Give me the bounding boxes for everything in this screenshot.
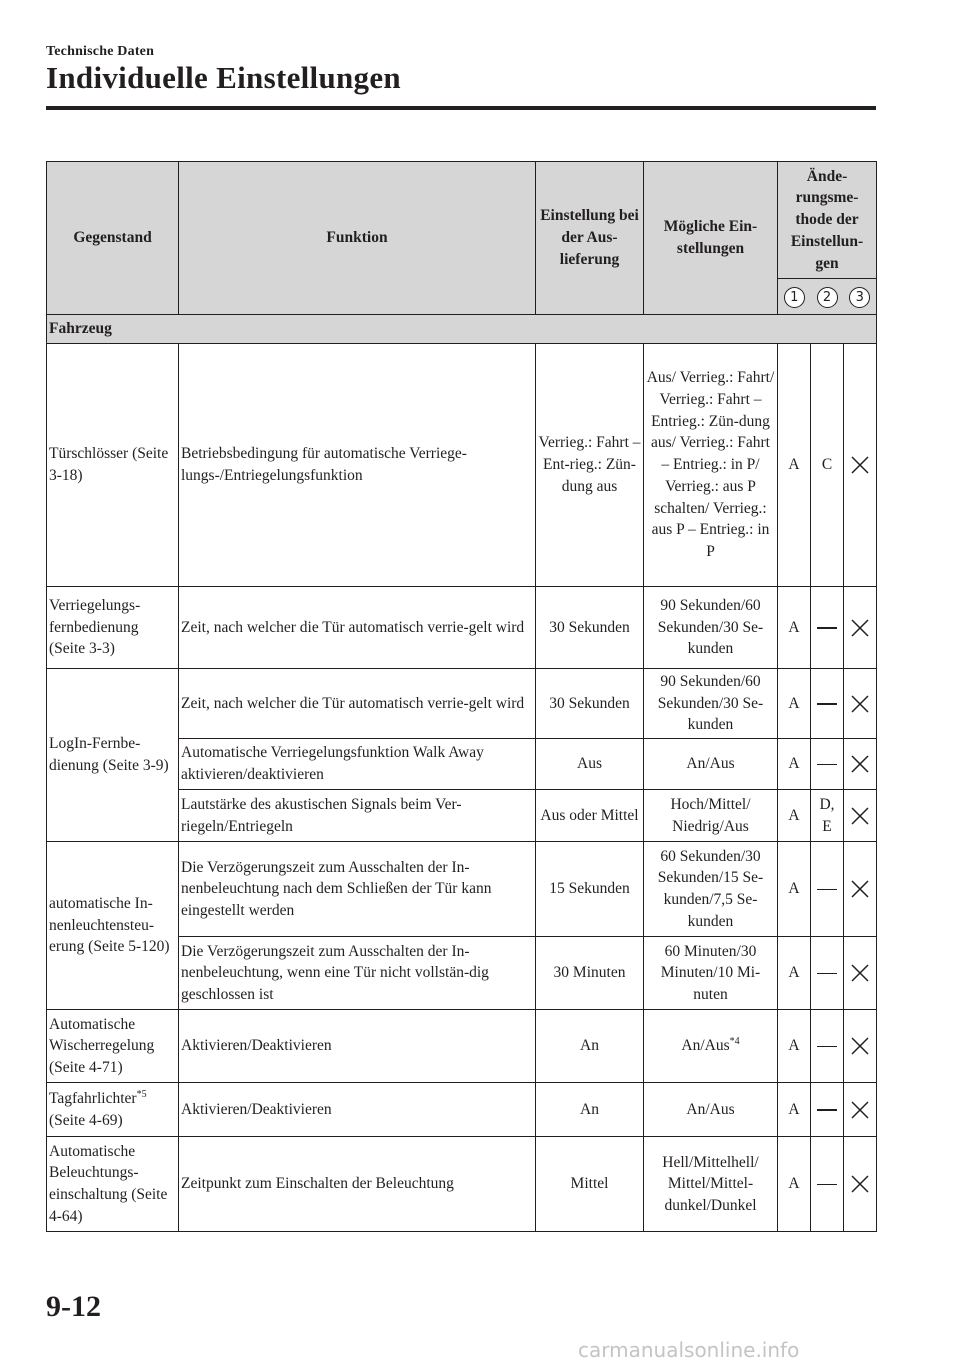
- subject-cell: Tagfahrlichter$^{*5}$ (Seite 4-69): [47, 1083, 179, 1137]
- method-1-cell: A: [778, 1083, 811, 1137]
- method-2-cell: [811, 1137, 844, 1232]
- options-cell: Hell/Mittelhell/ Mittel/Mittel-dunkel/Dunkel: [644, 1137, 778, 1232]
- function-cell: Die Verzögerungszeit zum Ausschalten der In-nenbeleuchtung nach dem Schließen der Tür kann eingestellt werden: [179, 842, 536, 937]
- dash-mark: [817, 764, 837, 766]
- function-cell: Zeit, nach welcher die Tür automatisch verrie-gelt wird: [179, 587, 536, 669]
- subject-cell: Automatische Wischerregelung (Seite 4-71): [47, 1010, 179, 1083]
- cross-icon: [849, 693, 871, 715]
- dash-mark: [817, 1046, 837, 1048]
- cross-icon: [849, 617, 871, 639]
- method-1-cell: A: [778, 790, 811, 842]
- cross-icon: [849, 454, 871, 476]
- options-cell: 60 Minuten/30 Minuten/10 Mi-nuten: [644, 937, 778, 1010]
- table-row: [47, 1010, 877, 1083]
- function-cell: Zeit, nach welcher die Tür automatisch verrie-gelt wird: [179, 669, 536, 739]
- factory-cell: 15 Sekunden: [536, 842, 644, 937]
- options-cell: Aus/ Verrieg.: Fahrt/ Verrieg.: Fahrt – Entrieg.: Zün-dung aus/ Verrieg.: Fahrt – Entrieg.: in P/ Verrieg.: aus P schalten/ Verrieg.: aus P – Entrieg.: in P: [644, 344, 778, 587]
- method-number-3: 3: [844, 279, 877, 315]
- cross-icon: [849, 1099, 871, 1121]
- options-cell: Hoch/Mittel/ Niedrig/Aus: [644, 790, 778, 842]
- group-row-vehicle: Fahrzeug: [47, 315, 877, 344]
- page-title: Individuelle Einstellungen: [46, 60, 401, 95]
- method-1-cell: A: [778, 937, 811, 1010]
- method-2-cell: [811, 937, 844, 1010]
- method-1-cell: A: [778, 587, 811, 669]
- dash-mark: [817, 1109, 837, 1111]
- method-2-cell: [811, 842, 844, 937]
- factory-cell: Verrieg.: Fahrt – Ent-rieg.: Zün-dung aus: [536, 344, 644, 587]
- watermark: carmanualsonline.info: [578, 1338, 800, 1362]
- factory-cell: 30 Minuten: [536, 937, 644, 1010]
- function-cell: Aktivieren/Deaktivieren: [179, 1083, 536, 1137]
- options-cell: 90 Sekunden/60 Sekunden/30 Se-kunden: [644, 587, 778, 669]
- subject-cell: LogIn-Fernbe-dienung (Seite 3-9): [47, 669, 179, 842]
- function-cell: Zeitpunkt zum Einschalten der Beleuchtung: [179, 1137, 536, 1232]
- method-number-2: 2: [811, 279, 844, 315]
- table-row: [47, 1137, 877, 1232]
- factory-cell: 30 Sekunden: [536, 669, 644, 739]
- method-2-cell: [811, 739, 844, 790]
- table-row: [47, 344, 877, 587]
- header-possible-settings: Mögliche Ein-stellungen: [644, 162, 778, 315]
- header-change-method: Ände-rungsme-thode der Einstellun-gen: [778, 162, 877, 279]
- table-row: [47, 669, 877, 739]
- method-3-cell: [844, 1083, 877, 1137]
- dash-mark: [817, 1184, 837, 1186]
- method-2-cell: [811, 669, 844, 739]
- factory-cell: Mittel: [536, 1137, 644, 1232]
- header-function: Funktion: [179, 162, 536, 315]
- cross-icon: [849, 962, 871, 984]
- method-1-cell: A: [778, 1010, 811, 1083]
- options-cell: An/Aus$^{*4}$: [644, 1010, 778, 1083]
- method-number-1: 1: [778, 279, 811, 315]
- options-cell: An/Aus: [644, 739, 778, 790]
- dash-mark: [817, 627, 837, 629]
- dash-mark: [817, 703, 837, 705]
- dash-mark: [817, 973, 837, 975]
- dash-mark: [817, 889, 837, 891]
- options-cell: 90 Sekunden/60 Sekunden/30 Se-kunden: [644, 669, 778, 739]
- options-cell: An/Aus: [644, 1083, 778, 1137]
- factory-cell: Aus: [536, 739, 644, 790]
- method-3-cell: [844, 842, 877, 937]
- table-row: [47, 842, 877, 937]
- method-1-cell: A: [778, 344, 811, 587]
- function-cell: Die Verzögerungszeit zum Ausschalten der In-nenbeleuchtung, wenn eine Tür nicht vollstän-dig geschlossen ist: [179, 937, 536, 1010]
- cross-icon: [849, 1035, 871, 1057]
- section-label: Technische Daten: [46, 44, 155, 59]
- factory-cell: 30 Sekunden: [536, 587, 644, 669]
- factory-cell: An: [536, 1083, 644, 1137]
- method-3-cell: [844, 937, 877, 1010]
- title-divider: [46, 106, 876, 110]
- page-number: 9-12: [46, 1290, 101, 1323]
- method-2-cell: [811, 587, 844, 669]
- function-cell: Lautstärke des akustischen Signals beim Ver-riegeln/Entriegeln: [179, 790, 536, 842]
- method-3-cell: [844, 1137, 877, 1232]
- method-2-cell: C: [811, 344, 844, 587]
- method-1-cell: A: [778, 842, 811, 937]
- method-1-cell: A: [778, 739, 811, 790]
- cross-icon: [849, 878, 871, 900]
- method-3-cell: [844, 587, 877, 669]
- table-row: [47, 1083, 877, 1137]
- function-cell: Betriebsbedingung für automatische Verriege-lungs-/Entriegelungsfunktion: [179, 344, 536, 587]
- subject-cell: Verriegelungs-fernbedienung (Seite 3-3): [47, 587, 179, 669]
- factory-cell: Aus oder Mittel: [536, 790, 644, 842]
- footnote-mark: *5: [136, 1088, 147, 1100]
- method-3-cell: [844, 344, 877, 587]
- header-factory-setting: Einstellung bei der Aus-lieferung: [536, 162, 644, 315]
- function-cell: Aktivieren/Deaktivieren: [179, 1010, 536, 1083]
- factory-cell: An: [536, 1010, 644, 1083]
- method-2-cell: D, E: [811, 790, 844, 842]
- method-3-cell: [844, 669, 877, 739]
- subject-cell: Automatische Beleuchtungs-einschaltung (Seite 4-64): [47, 1137, 179, 1232]
- settings-table: [46, 161, 877, 1232]
- cross-icon: [849, 753, 871, 775]
- method-2-cell: [811, 1010, 844, 1083]
- header-subject: Gegenstand: [47, 162, 179, 315]
- table-row: [47, 587, 877, 669]
- cross-icon: [849, 1173, 871, 1195]
- method-3-cell: [844, 739, 877, 790]
- method-3-cell: [844, 790, 877, 842]
- method-2-cell: [811, 1083, 844, 1137]
- subject-cell: automatische In-nenleuchtensteu-erung (Seite 5-120): [47, 842, 179, 1010]
- subject-cell: Türschlösser (Seite 3-18): [47, 344, 179, 587]
- method-1-cell: A: [778, 1137, 811, 1232]
- method-1-cell: A: [778, 669, 811, 739]
- cross-icon: [849, 805, 871, 827]
- options-cell: 60 Sekunden/30 Sekunden/15 Se-kunden/7,5 Se-kunden: [644, 842, 778, 937]
- function-cell: Automatische Verriegelungsfunktion Walk Away aktivieren/deaktivieren: [179, 739, 536, 790]
- method-3-cell: [844, 1010, 877, 1083]
- footnote-mark: *4: [729, 1036, 740, 1048]
